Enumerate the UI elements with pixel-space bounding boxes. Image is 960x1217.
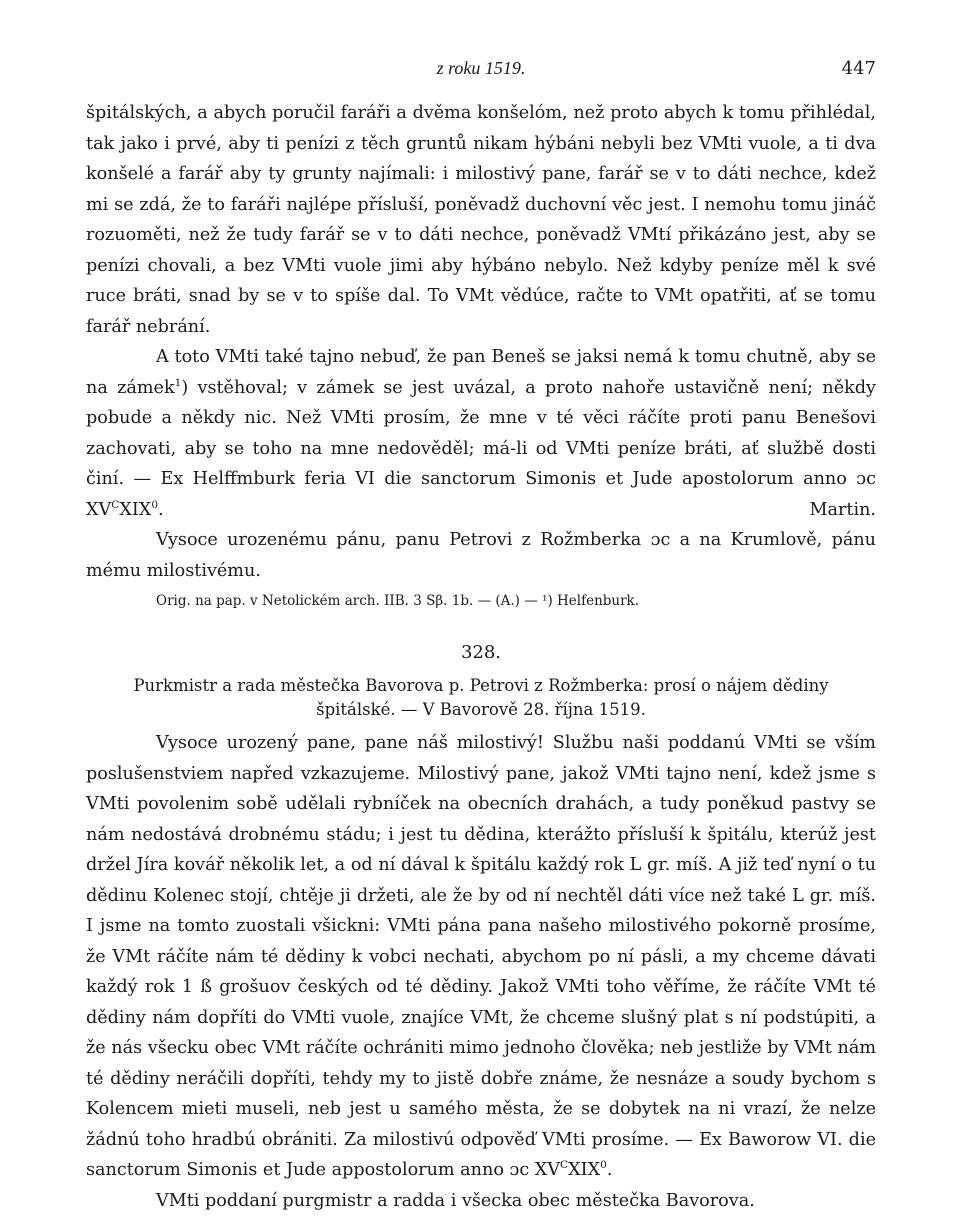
year-roman: XIX bbox=[568, 1160, 601, 1180]
year-superscript-c: C bbox=[111, 498, 120, 511]
book-page bbox=[86, 58, 876, 1216]
letter-1-paragraph-1: špitálských, a abych poručil faráři a dvěma konšelóm, než proto abych k tomu přihlédal, tak jako i prvé, aby ti penízi z těch gruntů nikam hýbáni nebyli bez VMti vuole, a ti dva konšelé a farář aby ty grunty najímali: i milostivý pane, farář se v to dáti nechce, kdež mi se zdá, že to faráři najlépe přísluší, poněvadž duchovní věc jest. I nemohu tomu jináč rozuoměti, než že tudy farář se v to dáti nechce, poněvadž VMtí přikázáno jest, aby se penízi chovali, a bez VMti vuole jimi aby hýbáno nebylo. Než kdyby peníze měl k své ruce bráti, snad by se v to spíše dal. To VMt vědúce, račte to VMt opatřiti, ať se tomu farář nebrání. bbox=[86, 103, 876, 337]
page-number: 447 bbox=[841, 58, 876, 79]
letter-1-paragraph-2 bbox=[86, 342, 876, 525]
para2-end: . bbox=[158, 499, 164, 520]
running-head-title: z roku 1519. bbox=[436, 58, 526, 78]
running-head bbox=[86, 58, 876, 88]
year-superscript-0: 0 bbox=[151, 498, 159, 511]
letter-1-address: Vysoce urozenému pánu, panu Petrovi z Rožmberka ɔc a na Krumlově, pánu mému milostivému. bbox=[86, 530, 876, 581]
year-superscript-c: C bbox=[560, 1159, 569, 1172]
letter-2-text: Vysoce urozený pane, pane náš milostivý! Službu naši poddanú VMti se vším poslušenstviem napřed vzkazujeme. Milostivý pane, jakož VMti tajno není, kdež jsme s VMti povolenim sobě udělali rybníček na obecních drahách, a tudy poněkud pastvy se nám nedostává drobnému stádu; i jest tu dědina, kterážto přísluší k špitálu, kterúž jest držel Jíra kovář několik let, a od ní dával k špitálu každý rok L gr. míš. A již teď nyní o tu dědinu Kolenec stojí, chtěje ji držeti, ale že by od ní nechtěl dáti více než také L gr. míš. I jsme na tomto zuostali všickni: VMti pána pana našeho milostivého pokorně prosíme, že VMt ráčíte nám té dědiny k vobci nechati, abychom po ní pásli, a my chceme dávati každý rok 1 ß grošuov českých od té dědiny. Jakož VMti toho věříme, že ráčíte VMt té dědiny nám dopříti do VMti vuole, znajíce VMt, že chceme slušný plat s ní podstúpiti, a že nás všecku obec VMt ráčíte ochrániti mimo jednoho člověka; neb jestliže by VMt nám té dědiny neráčili dopříti, tehdy my to jistě dobře známe, že nesnáze a soudy bychom s Kolencem mieti museli, neb jest u samého města, že se dobytek na ni vrazí, že nelze žádnú toho hradbú obrániti. Za milostivú odpověď VMti prosíme. — Ex Baworow VI. die sanctorum Simonis et Jude appostolorum anno ɔc XV bbox=[86, 733, 876, 1180]
para2-text-b: ) vstěhoval; v zámek se jest uvázal, a proto nahoře ustavičně není; někdy pobude a někdy nic. Než VMti prosím, že mne v té věci ráčíte proti panu Benešovi zachovati, aby se toho na mne nedověděl; má-li od VMti peníze bráti, ať službě dosti činí. — Ex Helffmburk feria VI die sanctorum Simonis et Jude apostolorum anno ɔc XV bbox=[86, 377, 876, 520]
document-number: 328. bbox=[460, 642, 502, 663]
letter-2 bbox=[86, 728, 876, 1216]
document-summary: Purkmistr a rada městečka Bavorova p. Petrovi z Rožmberka: prosí o nájem dědiny špitálské. — V Bavorově 28. října 1519. bbox=[133, 676, 829, 719]
para2-text-a: A toto VMti také tajno nebuď, že pan Beneš se jaksi nemá k tomu chutně, aby se na zámek bbox=[86, 347, 876, 398]
letter-2-body bbox=[86, 728, 876, 1186]
letter-1-signature: Martin. bbox=[809, 499, 876, 520]
letter-1 bbox=[86, 98, 876, 586]
footnote-marker: 1 bbox=[174, 376, 182, 389]
year-roman: XIX bbox=[119, 499, 152, 520]
letter-2-closing: VMti poddaní purgmistr a radda i všecka obec městečka Bavorova. bbox=[156, 1190, 755, 1211]
source-note: Orig. na pap. v Netolickém arch. IIB. 3 Sβ. 1b. — (A.) — ¹) Helfenburk. bbox=[156, 593, 640, 609]
year-superscript-0: 0 bbox=[600, 1159, 607, 1172]
letter-2-end: . bbox=[606, 1160, 613, 1180]
